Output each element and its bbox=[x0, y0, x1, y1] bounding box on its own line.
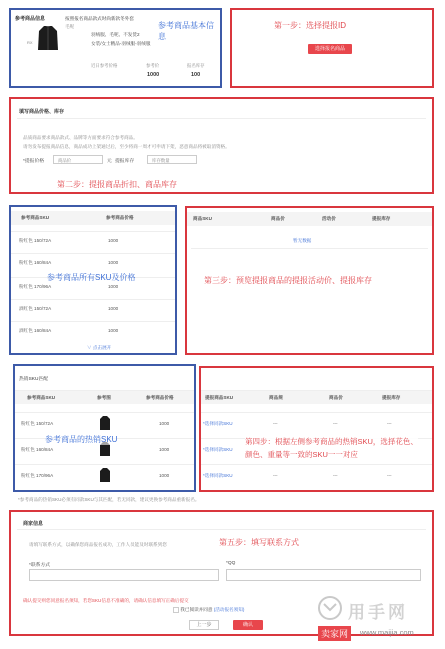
row-sku: 粉红色 150/72A bbox=[21, 421, 54, 426]
row-price: 1000 bbox=[108, 328, 119, 333]
step1-note: 第一步：选择提报ID bbox=[274, 21, 346, 30]
stock-label: 提报库存 bbox=[115, 159, 135, 164]
watermark-brand: 用手网 bbox=[348, 603, 408, 622]
watermark bbox=[318, 596, 440, 644]
sku-table-header bbox=[11, 211, 175, 225]
header-price: 参考商品价格 bbox=[106, 215, 134, 220]
header-sku: 参考商品SKU bbox=[21, 215, 50, 220]
stock-placeholder: 库存数量 bbox=[152, 157, 170, 163]
agree-checkbox[interactable] bbox=[173, 607, 179, 613]
cell-stock: --- bbox=[387, 421, 392, 426]
report-table-panel bbox=[185, 206, 434, 355]
annotation-hot-sku: 参考商品的热销SKU bbox=[45, 435, 118, 444]
header-stock: 提报库存 bbox=[382, 395, 401, 400]
expand-label: 点击展开 bbox=[92, 345, 112, 350]
table-row bbox=[11, 231, 175, 251]
table-row bbox=[11, 253, 175, 273]
section-title: 填写商品价格、库存 bbox=[19, 109, 65, 115]
hot-sku-title: 热销SKU匹配 bbox=[19, 377, 49, 382]
header-sku: 商品SKU bbox=[193, 216, 212, 221]
match-table-header bbox=[201, 390, 432, 404]
row-price: 1000 bbox=[108, 260, 119, 265]
step4-note bbox=[245, 436, 418, 460]
meta-value-price: 1000 bbox=[147, 72, 160, 78]
table-row bbox=[201, 464, 432, 488]
meta-label-3: 报名库存 bbox=[187, 63, 205, 68]
jacket-icon bbox=[99, 467, 111, 483]
agree-row[interactable] bbox=[173, 607, 244, 613]
row-sku: 粉红色 170/96A bbox=[21, 473, 54, 478]
prev-step-button[interactable]: 上一步 bbox=[189, 620, 219, 630]
select-sku-link[interactable]: *选择同款SKU bbox=[203, 447, 233, 452]
product-info-panel bbox=[9, 8, 222, 88]
header-sku: 参考商品SKU bbox=[27, 395, 56, 400]
agree-label: 我已阅读并同意 bbox=[180, 607, 213, 613]
product-category: 女装/女士精品-羽绒服-羽绒服 bbox=[91, 41, 151, 46]
divider bbox=[17, 529, 426, 530]
qq-input[interactable] bbox=[226, 569, 421, 581]
price-placeholder: 商品价 bbox=[58, 157, 72, 163]
table-row bbox=[15, 464, 194, 488]
row-sku: 酒红色 160/84A bbox=[19, 328, 52, 333]
step5-note: 第五步：填写联系方式 bbox=[219, 538, 299, 547]
table-row bbox=[201, 412, 432, 436]
warning-text: 确认提交则您同意报名须知，若您SKU信息不准确的，请确认信息填写正确后提交 bbox=[23, 598, 189, 603]
section-title: 参考商品信息 bbox=[15, 16, 46, 22]
header-activity-price: 活动价 bbox=[322, 216, 336, 221]
row-sku: 粉红色 150/72A bbox=[19, 238, 52, 243]
row-price: 1000 bbox=[108, 306, 119, 311]
divider bbox=[17, 118, 426, 119]
row-sku: 粉红色 160/84A bbox=[19, 260, 52, 265]
step4-note-line1: 第四步：根据左侧参考商品的热销SKU，选择花色、 bbox=[245, 437, 418, 446]
row-price: 1000 bbox=[159, 421, 170, 426]
cell-spec: --- bbox=[273, 421, 278, 426]
annotation-sku-table: 参考商品所有SKU及价格 bbox=[47, 273, 136, 282]
step1-panel bbox=[230, 8, 434, 88]
product-code: RX bbox=[27, 40, 33, 45]
cell-spec: --- bbox=[273, 473, 278, 478]
product-size: 毛呢 bbox=[65, 24, 75, 29]
agree-link[interactable]: (活动报名须知) bbox=[213, 607, 245, 613]
meta-label-2: 参考价 bbox=[146, 63, 160, 68]
meta-label-1: 近日参考价格 bbox=[91, 63, 118, 68]
table-row bbox=[11, 321, 175, 341]
price-unit: 元 bbox=[107, 159, 112, 164]
phone-label: *联系方式 bbox=[29, 563, 51, 568]
step4-note-line2: 颜色、重量等一致的SKU一一对应 bbox=[245, 450, 358, 459]
select-sku-link[interactable]: *选择同款SKU bbox=[203, 473, 233, 478]
row-price: 1000 bbox=[159, 473, 170, 478]
select-product-button[interactable]: 选择报名商品 bbox=[308, 44, 352, 54]
price-stock-panel bbox=[9, 97, 434, 194]
header-spec: 商品规 bbox=[269, 395, 283, 400]
header-price: 商品价 bbox=[271, 216, 285, 221]
sku-table-panel bbox=[9, 205, 177, 355]
step3-note: 第三步：预览提报商品的提报活动价、提报库存 bbox=[204, 276, 372, 285]
header-price: 参考商品价格 bbox=[146, 395, 174, 400]
meta-value-stock: 100 bbox=[191, 72, 201, 78]
product-name: 按照报名商品款式时尚新款冬外套 bbox=[65, 16, 134, 21]
empty-state: 暂无数据 bbox=[293, 238, 312, 243]
price-label: *提报价格 bbox=[23, 159, 45, 164]
cell-price: --- bbox=[333, 421, 338, 426]
contact-desc: 请填写联系方式，以确保您商品报名成功，工作人员能及时联系到您 bbox=[29, 542, 167, 547]
table-row bbox=[15, 412, 194, 436]
hint-line: *参考商品的热销SKU必须有同款SKU与其匹配，若无同款，建议更换参考商品重新报名。 bbox=[18, 497, 200, 502]
section-title: 商家信息 bbox=[23, 521, 44, 527]
report-table-header bbox=[187, 212, 432, 226]
header-sku: 提报商品SKU bbox=[205, 395, 234, 400]
table-row bbox=[11, 299, 175, 319]
header-stock: 提报库存 bbox=[372, 216, 391, 221]
header-image: 参考图 bbox=[97, 395, 111, 400]
product-thumbnail[interactable] bbox=[37, 24, 59, 52]
cell-price: --- bbox=[333, 473, 338, 478]
select-sku-link[interactable]: *选择同款SKU bbox=[203, 421, 233, 426]
hot-sku-panel bbox=[13, 364, 196, 492]
match-table-panel bbox=[199, 366, 434, 492]
submit-button[interactable]: 确认 bbox=[233, 620, 263, 630]
watermark-site-cn: 卖家网 bbox=[318, 626, 351, 641]
row-sku: 酒红色 150/72A bbox=[19, 306, 52, 311]
annotation-product-info: 参考商品基本信息 bbox=[158, 21, 214, 41]
desc-line-2: 请勿发布提报商品信息，商品成功上架通过后，至少将商一周才可申请下架，恶意商品将被取消资格。 bbox=[23, 144, 230, 149]
product-tags: 羽绒服、毛呢、不发货2 bbox=[91, 32, 140, 37]
chevron-down-icon: ∨ bbox=[87, 345, 93, 350]
cell-stock: --- bbox=[387, 473, 392, 478]
logo-icon bbox=[318, 596, 342, 620]
price-input[interactable] bbox=[53, 155, 103, 164]
qq-label: *QQ bbox=[226, 561, 236, 566]
expand-link[interactable] bbox=[87, 345, 111, 351]
row-price: 1000 bbox=[159, 447, 170, 452]
row-price: 1000 bbox=[108, 238, 119, 243]
phone-input[interactable] bbox=[29, 569, 219, 581]
row-sku: 粉红色 170/96A bbox=[19, 284, 52, 289]
divider bbox=[191, 248, 428, 249]
watermark-url: www.maijia.com bbox=[360, 628, 414, 637]
hot-sku-header bbox=[15, 390, 194, 404]
row-price: 1000 bbox=[108, 284, 119, 289]
stock-input[interactable] bbox=[147, 155, 197, 164]
row-sku: 粉红色 160/84A bbox=[21, 447, 54, 452]
step2-note: 第二步：提报商品折扣、商品库存 bbox=[57, 180, 177, 189]
desc-line-1: 品质商品要求商品款式、品牌等方面要求符合参考商品。 bbox=[23, 135, 138, 140]
jacket-icon bbox=[37, 24, 59, 52]
jacket-icon bbox=[99, 415, 111, 431]
header-price: 商品价 bbox=[329, 395, 343, 400]
